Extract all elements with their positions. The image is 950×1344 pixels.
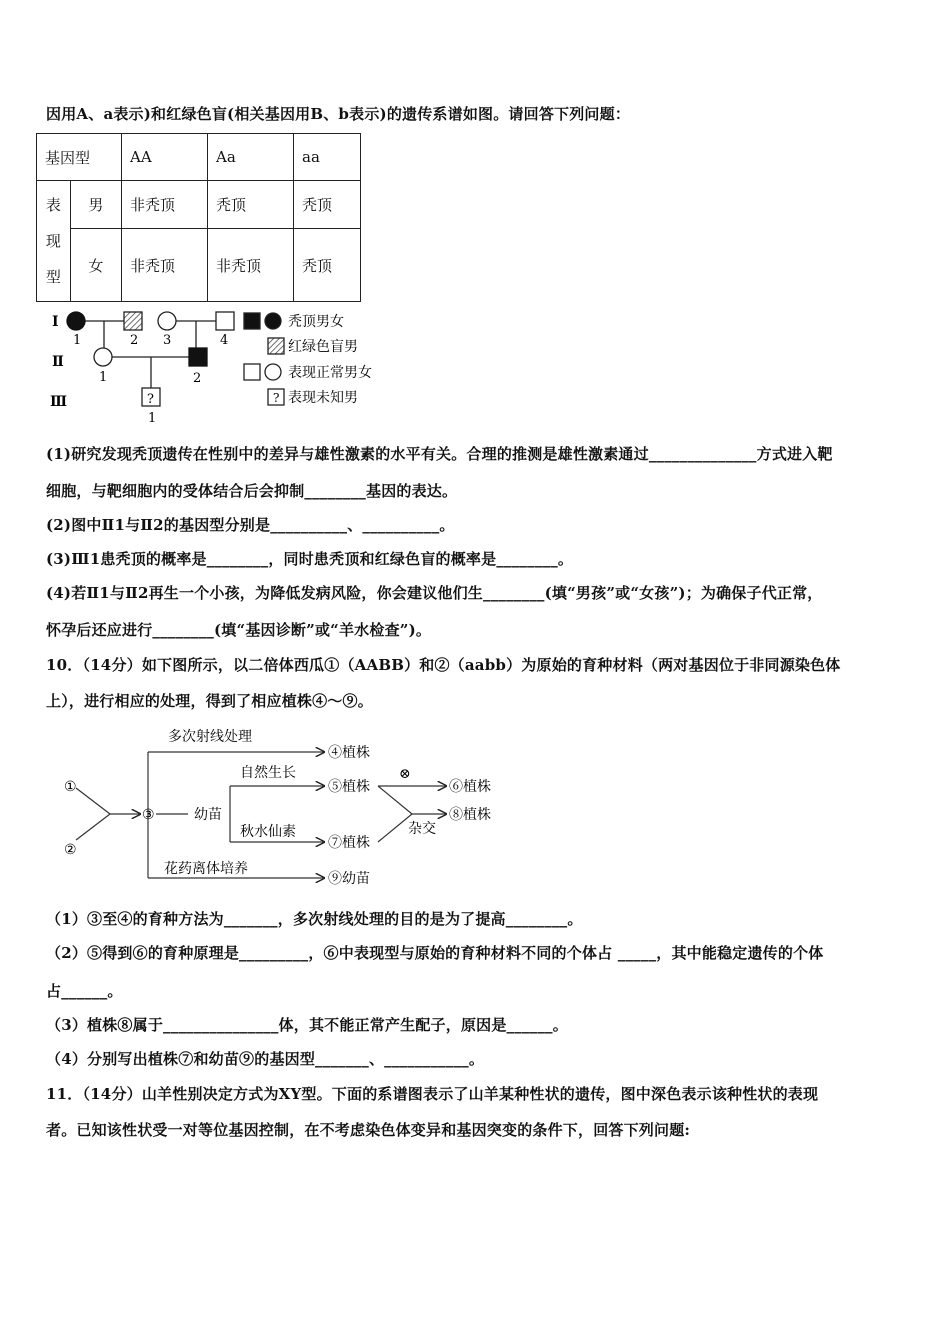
table-cell: 秃顶 [208,181,294,229]
phenotype-label: 表 现 型 [37,181,71,302]
plant-5: ⑤植株 [328,779,370,795]
q10-question: 占______。 [46,982,123,1000]
q9-line: (4)若Ⅱ1与Ⅱ2再生一个小孩，为降低发病风险，你会建议他们生________(填“男孩”或“女孩”)；为确保子代正常， [46,584,823,602]
gen-label: Ⅲ [50,394,68,410]
individual-number: 2 [130,333,139,348]
q9-line: (1)研究发现秃顶遗传在性别中的差异与雄性激素的水平有关。合理的推测是雄性激素通过______________方式进入靶 [46,445,833,463]
legend-label: 秃顶男女 [288,314,344,330]
q10-question: （1）③至④的育种方法为_______，多次射线处理的目的是为了提高________。 [46,910,583,928]
table-header-cell: 基因型 [37,134,122,181]
table-cell: 非秃顶 [122,229,208,302]
plant-7: ⑦植株 [328,835,370,851]
individual-number: 1 [148,411,157,426]
q11-heading: 11．（14分）山羊性别决定方式为XY型。下面的系谱图表示了山羊某种性状的遗传，图中深色表示该种性状的表现 [46,1085,819,1103]
legend-normal-male [244,364,260,380]
table-header-cell: aa [294,134,361,181]
table-cell: 秃顶 [294,229,361,302]
natural-growth-label: 自然生长 [240,765,296,781]
radiation-label: 多次射线处理 [168,729,252,745]
q10-heading: 上），进行相应的处理，得到了相应植株④～⑨。 [46,692,373,710]
q10-question: （2）⑤得到⑥的育种原理是_________，⑥中表现型与原始的育种材料不同的个体占 _____，其中能稳定遗传的个体 [46,944,824,962]
table-cell: 秃顶 [294,181,361,229]
intro-text: 因用A、a表示)和红绿色盲(相关基因用B、b表示)的遗传系谱如图。请回答下列问题： [46,105,631,123]
gen-label: Ⅱ [52,354,64,370]
legend-affected-male [244,313,260,329]
sex-female: 女 [70,229,121,302]
q9-line: 细胞，与靶细胞内的受体结合后会抑制________基因的表达。 [46,482,458,500]
q9-line: 怀孕后还应进行________(填“基因诊断”或“羊水检查”)。 [46,621,432,639]
legend-normal-female [265,364,281,380]
individual-number: 4 [220,333,229,348]
pedigree-affected-female [67,312,85,330]
pedigree-normal-female [94,348,112,366]
table-header-cell: Aa [208,134,294,181]
legend-label: 表现正常男女 [288,365,372,381]
genotype-phenotype-table [36,133,361,302]
pedigree-affected-male [189,348,207,366]
node-2: ② [64,842,77,858]
individual-number: 3 [163,333,172,348]
pedigree-normal-male [216,312,234,330]
unknown-mark: ? [147,392,154,407]
selfing-symbol: ⊗ [399,766,411,782]
seedling-9: ⑨幼苗 [328,871,370,887]
sex-male: 男 [70,181,121,229]
individual-number: 1 [99,370,108,385]
q9-line: (3)Ⅲ1患秃顶的概率是________，同时患秃顶和红绿色盲的概率是________。 [46,550,574,568]
node-3: ③ [142,807,155,823]
legend-label: 红绿色盲男 [288,339,358,355]
breeding-diagram [56,722,516,892]
q10-question: （4）分别写出植株⑦和幼苗⑨的基因型_______、___________。 [46,1050,485,1068]
anther-culture-label: 花药离体培养 [164,861,248,877]
cross-label: 杂交 [408,821,436,837]
q11-heading: 者。已知该性状受一对等位基因控制，在不考虑染色体变异和基因突变的条件下，回答下列问题: [46,1121,691,1139]
legend-affected-female [265,313,281,329]
colchicine-label: 秋水仙素 [240,824,296,840]
q10-heading: 10．（14分）如下图所示，以二倍体西瓜①（AABB）和②（aabb）为原始的育种材料（两对基因位于非同源染色体 [46,656,841,674]
individual-number: 2 [193,371,202,386]
q10-question: （3）植株⑧属于_______________体，其不能正常产生配子，原因是______。 [46,1016,568,1034]
individual-number: 1 [73,333,82,348]
pedigree-chart [36,304,396,432]
pedigree-normal-female [158,312,176,330]
table-header-cell: AA [122,134,208,181]
seedling-label: 幼苗 [194,807,222,823]
legend-label: 表现未知男 [288,390,358,406]
node-1: ① [64,779,77,795]
legend-unknown-mark: ? [273,391,280,405]
plant-6: ⑥植株 [449,779,491,795]
legend-colorblind-male [268,338,284,354]
pedigree-colorblind-male [124,312,142,330]
gen-label: Ⅰ [52,314,59,330]
table-cell: 非秃顶 [122,181,208,229]
q9-line: (2)图中Ⅱ1与Ⅱ2的基因型分别是__________、__________。 [46,516,455,534]
table-cell: 非秃顶 [208,229,294,302]
plant-8: ⑧植株 [449,807,491,823]
plant-4: ④植株 [328,745,370,761]
